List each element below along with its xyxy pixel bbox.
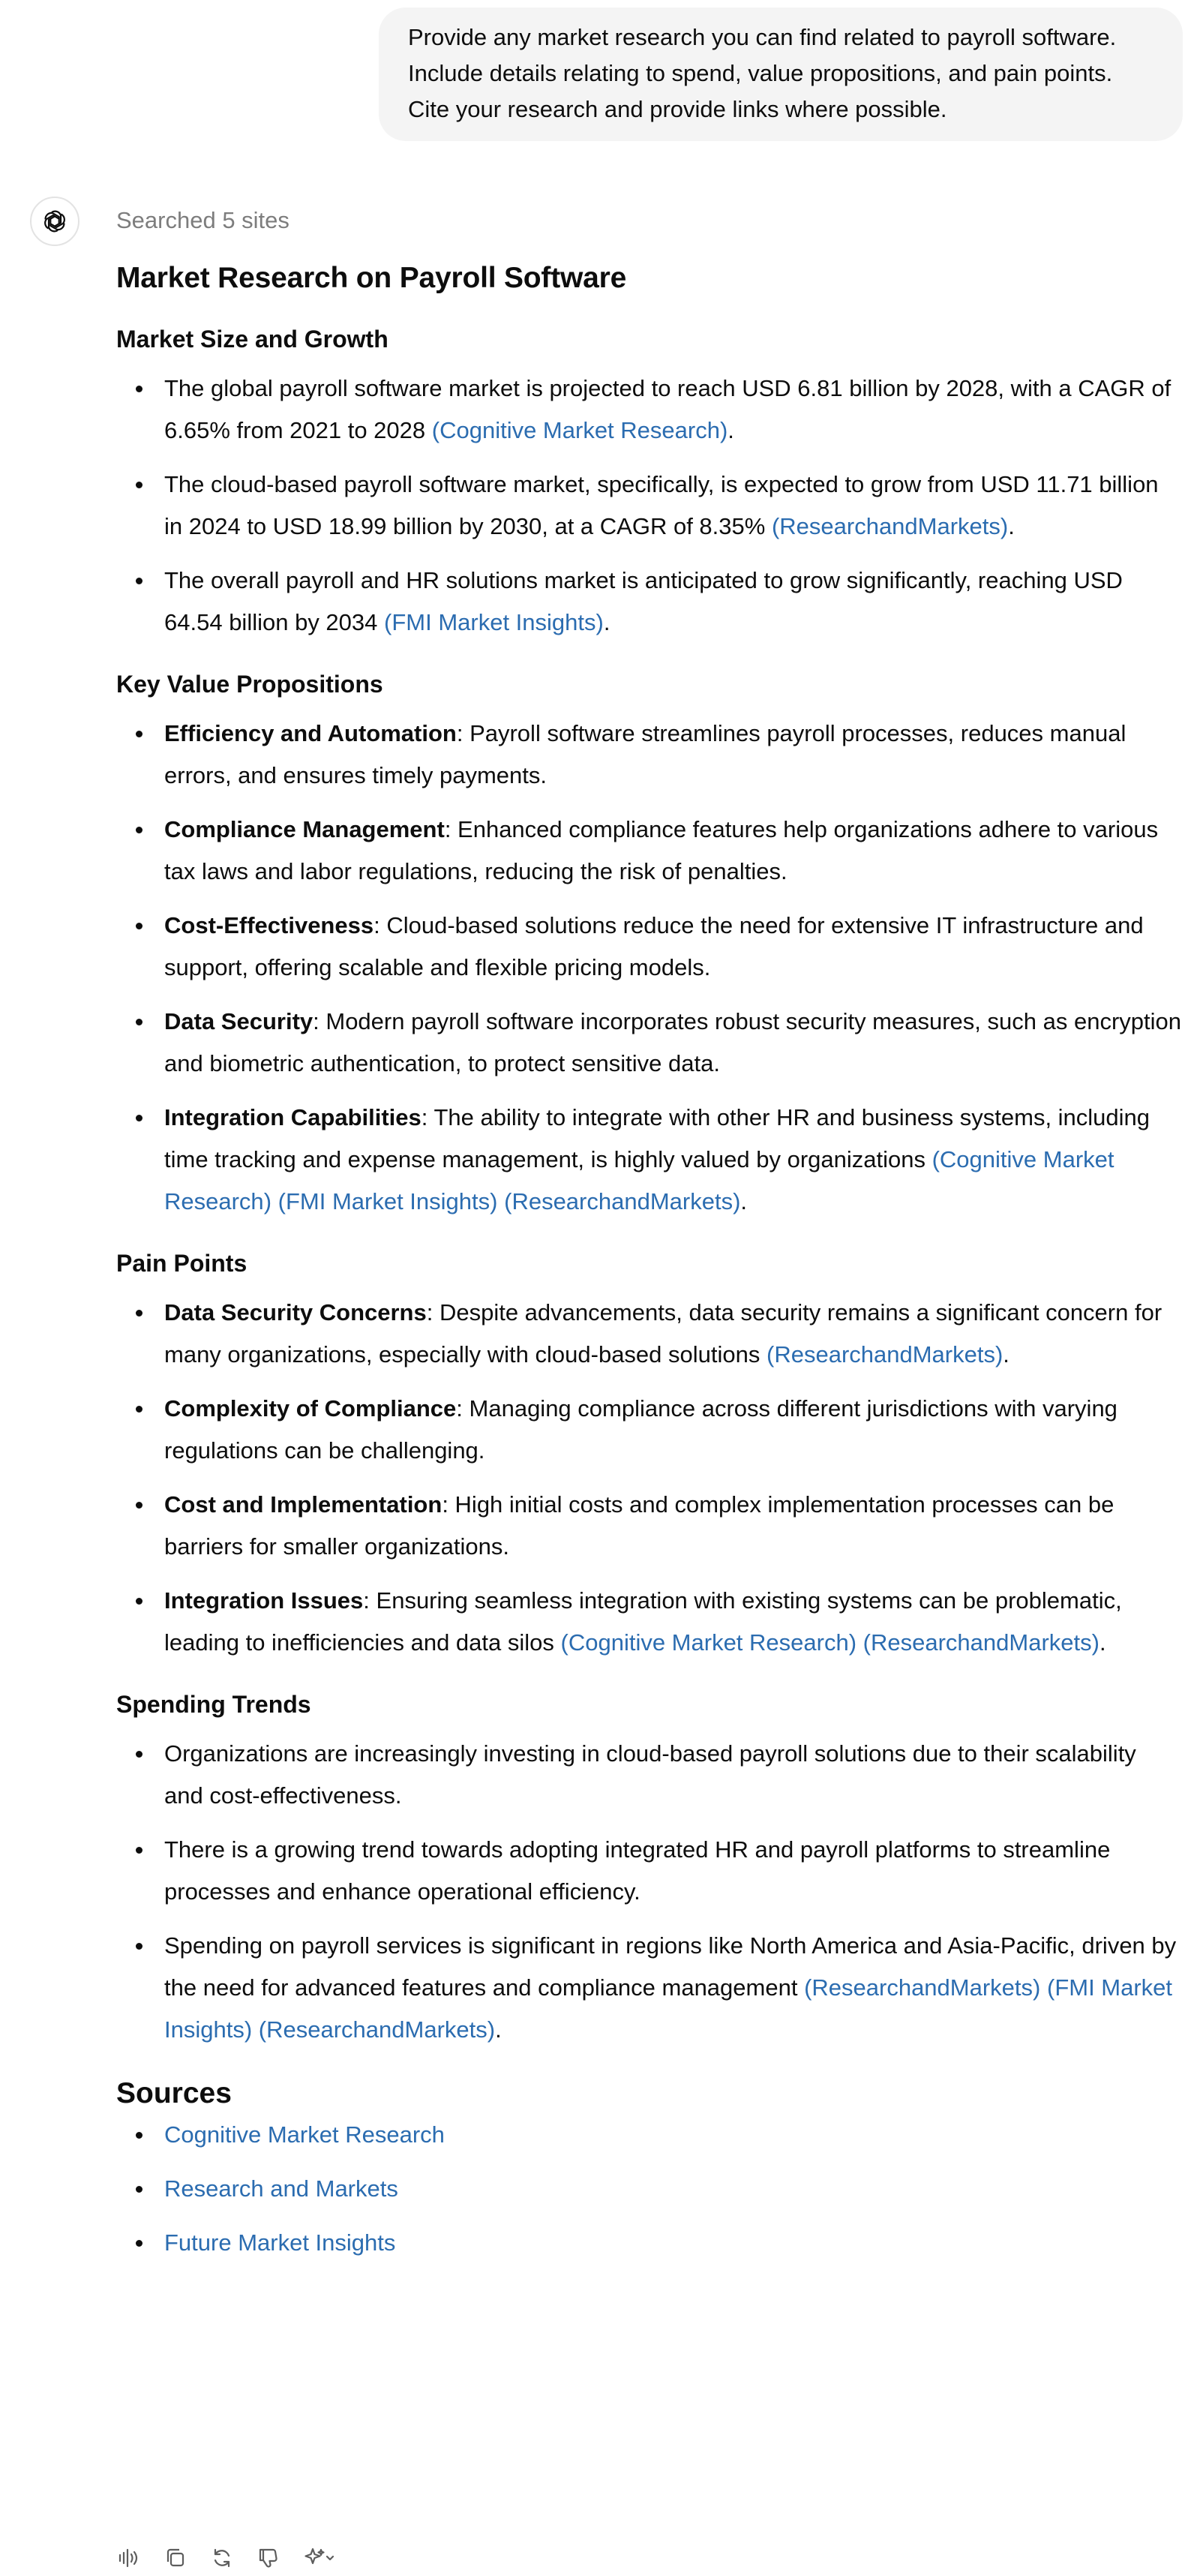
- citation-label: Cognitive Market Research: [568, 1629, 849, 1656]
- citation-label: FMI Market Insights: [285, 1188, 490, 1214]
- item-bold-label: Data Security: [164, 1008, 314, 1034]
- item-text: : Managing compliance across different jurisdictions with varying regulations can be challenging.: [164, 1395, 1118, 1464]
- sources-heading: Sources: [116, 2077, 232, 2109]
- item-end-punct: .: [603, 609, 610, 635]
- citation-link[interactable]: (ResearchandMarkets): [804, 1974, 1041, 2001]
- citation-link[interactable]: (FMI Market Insights): [278, 1188, 498, 1214]
- section-pain-points: [116, 1245, 1181, 1664]
- model-switch-button[interactable]: [297, 2540, 342, 2576]
- list-item: [164, 1388, 1181, 1472]
- bullet-list: [116, 713, 1181, 1223]
- item-text: : Ensuring seamless integration with existing systems can be problematic, leading to inefficiencies and data silos: [164, 1587, 1122, 1656]
- item-end-punct: .: [1099, 1629, 1106, 1656]
- thumbs-down-icon: [256, 2546, 280, 2570]
- list-item: [164, 1292, 1181, 1376]
- section-heading: Spending Trends: [116, 1691, 311, 1718]
- item-text: The cloud-based payroll software market, specifically, is expected to grow from USD 11.71 billion in 2024 to USD 18.99 billion by 2030, at a CAGR of 8.35%: [164, 471, 1159, 539]
- section-spending-trends: [116, 1686, 1181, 2051]
- citation-label: FMI Market Insights: [164, 1974, 1173, 2043]
- copy-icon: [164, 2546, 188, 2570]
- item-text: The overall payroll and HR solutions market is anticipated to grow significantly, reaching USD 64.54 billion by 2034: [164, 567, 1123, 635]
- item-text: There is a growing trend towards adopting integrated HR and payroll platforms to streamline processes and enhance operational efficiency.: [164, 1836, 1111, 1905]
- list-item: [164, 713, 1181, 797]
- list-item: [164, 1733, 1181, 1817]
- section-heading: Key Value Propositions: [116, 671, 383, 698]
- section-sources: [116, 2073, 1181, 2264]
- citation-link[interactable]: (FMI Market Insights): [384, 609, 604, 635]
- item-bold-label: Integration Capabilities: [164, 1104, 422, 1130]
- section-market-size: [116, 321, 1181, 644]
- user-message-text: Provide any market research you can find related to payroll software. Include details relating to spend, value propositions, and pain points. Cite your research and provide links where possible.: [408, 24, 1117, 122]
- bullet-list: [116, 1733, 1181, 2051]
- assistant-content: [116, 192, 1181, 2276]
- read-aloud-button[interactable]: [111, 2540, 147, 2576]
- citation-label: ResearchandMarkets: [774, 1341, 995, 1368]
- sources-list: [116, 2114, 1181, 2264]
- item-text: : Enhanced compliance features help organizations adhere to various tax laws and labor regulations, reducing the risk of penalties.: [164, 816, 1159, 884]
- citation-link[interactable]: (Cognitive Market Research): [560, 1629, 857, 1656]
- source-link[interactable]: Future Market Insights: [164, 2229, 396, 2256]
- copy-button[interactable]: [158, 2540, 194, 2576]
- item-text: Organizations are increasingly investing in cloud-based payroll solutions due to their scalability and cost-effectiveness.: [164, 1740, 1136, 1809]
- citation-link[interactable]: (ResearchandMarkets): [766, 1341, 1004, 1368]
- item-bold-label: Integration Issues: [164, 1587, 364, 1614]
- regenerate-icon: [210, 2546, 234, 2570]
- source-item: [164, 2222, 1181, 2264]
- citation-link[interactable]: (ResearchandMarkets): [771, 513, 1009, 539]
- item-bold-label: Compliance Management: [164, 816, 445, 842]
- list-item: [164, 464, 1181, 548]
- item-bold-label: Data Security Concerns: [164, 1299, 427, 1326]
- item-bold-label: Complexity of Compliance: [164, 1395, 457, 1422]
- list-item: [164, 809, 1181, 893]
- source-link[interactable]: Research and Markets: [164, 2175, 398, 2202]
- section-heading: Market Size and Growth: [116, 326, 388, 353]
- item-text: Spending on payroll services is significant in regions like North America and Asia-Pacific, driven by the need for advanced features and compliance management: [164, 1932, 1177, 2001]
- item-bold-label: Cost-Effectiveness: [164, 912, 374, 938]
- citation-label: Cognitive Market Research: [440, 417, 720, 443]
- citation-link[interactable]: (ResearchandMarkets): [862, 1629, 1100, 1656]
- item-text: : Despite advancements, data security remains a significant concern for many organizations, especially with cloud-based solutions: [164, 1299, 1162, 1368]
- citation-link[interactable]: (FMI Market Insights): [164, 1974, 1173, 2043]
- item-text: : The ability to integrate with other HR and business systems, including time tracking and expense management, is highly valued by organizations: [164, 1104, 1150, 1172]
- citation-label: ResearchandMarkets: [812, 1974, 1034, 2001]
- citation-link[interactable]: (ResearchandMarkets): [504, 1188, 741, 1214]
- item-text: The global payroll software market is projected to reach USD 6.81 billion by 2028, with a CAGR of 6.65% from 2021 to 2028: [164, 375, 1172, 443]
- assistant-avatar: [30, 197, 80, 246]
- list-item: [164, 1484, 1181, 1568]
- citation-label: ResearchandMarkets: [779, 513, 1000, 539]
- citation-label: ResearchandMarkets: [871, 1629, 1092, 1656]
- citation-link[interactable]: (Cognitive Market Research): [431, 417, 728, 443]
- list-item: [164, 1001, 1181, 1085]
- regenerate-button[interactable]: [204, 2540, 240, 2576]
- citation-label: FMI Market Insights: [392, 609, 596, 635]
- citation-label: Cognitive Market Research: [164, 1146, 1114, 1214]
- citation-label: ResearchandMarkets: [512, 1188, 734, 1214]
- searched-sites-status[interactable]: Searched 5 sites: [116, 207, 290, 233]
- message-action-toolbar: [111, 2540, 342, 2576]
- item-end-punct: .: [1008, 513, 1015, 539]
- citation-link[interactable]: (Cognitive Market Research): [164, 1146, 1114, 1214]
- list-item: [164, 905, 1181, 989]
- item-text: : Cloud-based solutions reduce the need for extensive IT infrastructure and support, offering scalable and flexible pricing models.: [164, 912, 1144, 980]
- item-end-punct: .: [495, 2016, 502, 2043]
- user-message-bubble: [379, 8, 1183, 141]
- list-item: [164, 368, 1181, 452]
- list-item: [164, 1925, 1181, 2051]
- bullet-list: [116, 1292, 1181, 1664]
- read-aloud-icon: [117, 2546, 141, 2570]
- item-text: : High initial costs and complex implementation processes can be barriers for smaller organizations.: [164, 1491, 1114, 1560]
- source-item: [164, 2168, 1181, 2210]
- list-item: [164, 560, 1181, 644]
- item-end-punct: .: [728, 417, 734, 443]
- item-text: : Modern payroll software incorporates robust security measures, such as encryption and biometric authentication, to protect sensitive data.: [164, 1008, 1181, 1076]
- citation-label: ResearchandMarkets: [266, 2016, 488, 2043]
- item-bold-label: Cost and Implementation: [164, 1491, 442, 1518]
- thumbs-down-button[interactable]: [250, 2540, 286, 2576]
- openai-logo-icon: [40, 206, 70, 236]
- list-item: [164, 1829, 1181, 1913]
- bullet-list: [116, 368, 1181, 644]
- list-item: [164, 1580, 1181, 1664]
- model-switch-icon: [303, 2546, 336, 2570]
- item-end-punct: .: [1003, 1341, 1010, 1368]
- source-link[interactable]: Cognitive Market Research: [164, 2121, 445, 2148]
- item-bold-label: Efficiency and Automation: [164, 720, 457, 746]
- citation-link[interactable]: (ResearchandMarkets): [258, 2016, 496, 2043]
- list-item: [164, 1097, 1181, 1223]
- item-end-punct: .: [740, 1188, 748, 1214]
- response-title: Market Research on Payroll Software: [116, 262, 627, 294]
- section-value-propositions: [116, 666, 1181, 1223]
- item-text: : Payroll software streamlines payroll processes, reduces manual errors, and ensures timely payments.: [164, 720, 1126, 788]
- section-heading: Pain Points: [116, 1250, 248, 1277]
- source-item: [164, 2114, 1181, 2156]
